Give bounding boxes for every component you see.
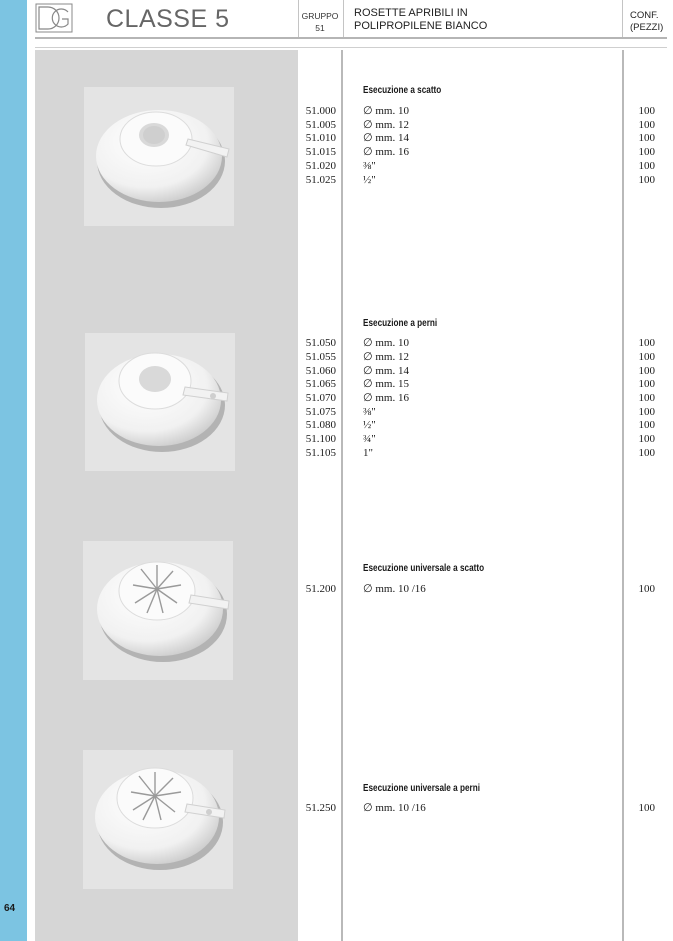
table-row bbox=[0, 801, 673, 815]
article-code: 51.050 bbox=[305, 337, 336, 349]
pack-quantity: 100 bbox=[638, 337, 655, 349]
size-value: ¾" bbox=[363, 433, 376, 445]
description-line-2: POLIPROPILENE BIANCO bbox=[354, 20, 488, 32]
table-row bbox=[0, 405, 673, 419]
table-row bbox=[0, 446, 673, 460]
size-value: 1" bbox=[363, 447, 373, 459]
article-code: 51.065 bbox=[305, 378, 336, 390]
pack-quantity: 100 bbox=[638, 146, 655, 158]
pack-quantity: 100 bbox=[638, 419, 655, 431]
group-number: 51 bbox=[315, 23, 325, 33]
size-value: ∅ mm. 10 /16 bbox=[363, 802, 426, 814]
table-row bbox=[0, 364, 673, 378]
article-code: 51.020 bbox=[305, 160, 336, 172]
pack-quantity: 100 bbox=[638, 160, 655, 172]
pack-quantity: 100 bbox=[638, 406, 655, 418]
description-line-1: ROSETTE APRIBILI IN bbox=[354, 7, 468, 19]
header-divider bbox=[298, 0, 299, 37]
article-code: 51.250 bbox=[305, 802, 336, 814]
rosette-universal-snap-icon bbox=[83, 541, 233, 680]
section-title: Esecuzione a scatto bbox=[363, 84, 442, 96]
article-code: 51.080 bbox=[305, 419, 336, 431]
pack-quantity: 100 bbox=[638, 392, 655, 404]
pack-quantity: 100 bbox=[638, 365, 655, 377]
article-code: 51.025 bbox=[305, 174, 336, 186]
size-value: ⅜" bbox=[363, 160, 376, 172]
table-top-rule bbox=[35, 47, 667, 48]
packaging-label bbox=[630, 10, 663, 34]
pack-quantity: 100 bbox=[638, 447, 655, 459]
section-title: Esecuzione a perni bbox=[363, 317, 438, 329]
size-value: ∅ mm. 16 bbox=[363, 146, 409, 158]
size-value: ∅ mm. 10 bbox=[363, 105, 409, 117]
article-code: 51.200 bbox=[305, 583, 336, 595]
brand-logo-icon bbox=[35, 3, 73, 33]
size-value: ⅜" bbox=[363, 406, 376, 418]
photo-frame bbox=[83, 750, 233, 889]
article-code: 51.100 bbox=[305, 433, 336, 445]
size-value: ∅ mm. 14 bbox=[363, 132, 409, 144]
group-label bbox=[300, 10, 340, 34]
table-row bbox=[0, 104, 673, 118]
article-code: 51.005 bbox=[305, 119, 336, 131]
article-code: 51.075 bbox=[305, 406, 336, 418]
pack-quantity: 100 bbox=[638, 174, 655, 186]
size-value: ∅ mm. 10 bbox=[363, 337, 409, 349]
page-number: 64 bbox=[4, 903, 16, 914]
table-row bbox=[0, 391, 673, 405]
article-code: 51.010 bbox=[305, 132, 336, 144]
article-code: 51.000 bbox=[305, 105, 336, 117]
table-row bbox=[0, 131, 673, 145]
pack-quantity: 100 bbox=[638, 105, 655, 117]
conf-label-line-1: CONF. bbox=[630, 10, 659, 21]
size-value: ∅ mm. 12 bbox=[363, 351, 409, 363]
size-value: ½" bbox=[363, 174, 376, 186]
size-value: ∅ mm. 15 bbox=[363, 378, 409, 390]
product-description bbox=[354, 7, 487, 33]
class-title: CLASSE 5 bbox=[106, 5, 230, 33]
pack-quantity: 100 bbox=[638, 351, 655, 363]
table-row bbox=[0, 418, 673, 432]
table-row bbox=[0, 118, 673, 132]
header-divider bbox=[622, 0, 623, 37]
size-value: ∅ mm. 14 bbox=[363, 365, 409, 377]
conf-label-line-2: (PEZZI) bbox=[630, 22, 664, 33]
table-row bbox=[0, 350, 673, 364]
article-code: 51.105 bbox=[305, 447, 336, 459]
pack-quantity: 100 bbox=[638, 583, 655, 595]
table-row bbox=[0, 432, 673, 446]
header-divider bbox=[343, 0, 344, 37]
table-row bbox=[0, 336, 673, 350]
table-row bbox=[0, 159, 673, 173]
pack-quantity: 100 bbox=[638, 132, 655, 144]
article-code: 51.060 bbox=[305, 365, 336, 377]
table-row bbox=[0, 582, 673, 596]
size-value: ½" bbox=[363, 419, 376, 431]
table-row bbox=[0, 377, 673, 391]
pack-quantity: 100 bbox=[638, 119, 655, 131]
pack-quantity: 100 bbox=[638, 802, 655, 814]
table-row bbox=[0, 173, 673, 187]
header-rule bbox=[35, 37, 667, 39]
article-code: 51.015 bbox=[305, 146, 336, 158]
section-title: Esecuzione universale a scatto bbox=[363, 562, 485, 574]
article-code: 51.055 bbox=[305, 351, 336, 363]
size-value: ∅ mm. 12 bbox=[363, 119, 409, 131]
table-row bbox=[0, 145, 673, 159]
photo-frame bbox=[83, 541, 233, 680]
group-label-text: GRUPPO bbox=[301, 11, 339, 21]
section-title: Esecuzione universale a perni bbox=[363, 782, 480, 794]
size-value: ∅ mm. 10 /16 bbox=[363, 583, 426, 595]
article-code: 51.070 bbox=[305, 392, 336, 404]
size-value: ∅ mm. 16 bbox=[363, 392, 409, 404]
pack-quantity: 100 bbox=[638, 378, 655, 390]
pack-quantity: 100 bbox=[638, 433, 655, 445]
rosette-universal-pin-icon bbox=[83, 750, 233, 889]
